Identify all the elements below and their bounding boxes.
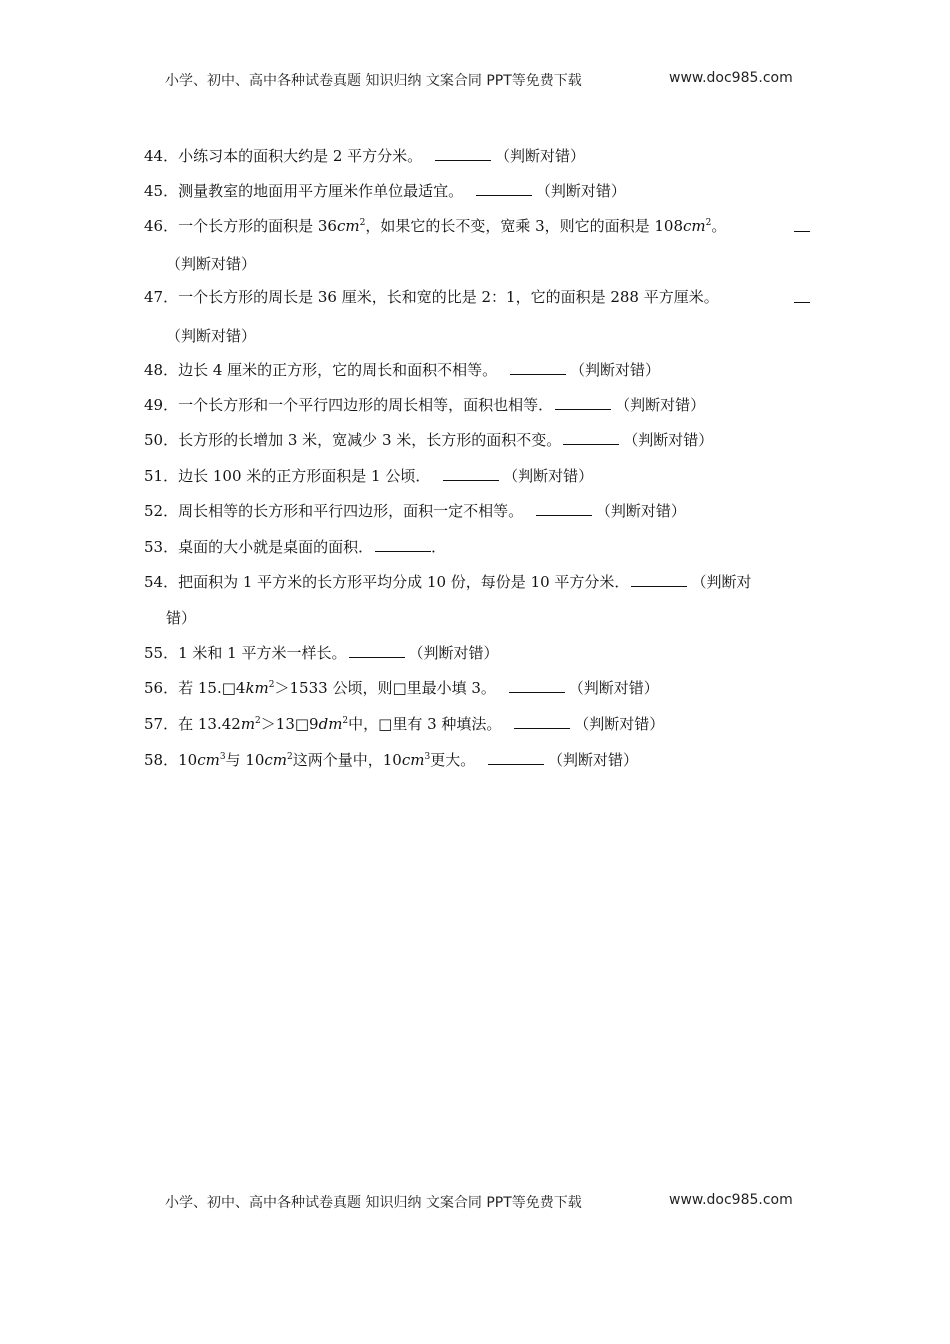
answer-blank[interactable] [476, 181, 532, 196]
footer-url[interactable]: www.doc985.com [669, 1192, 793, 1208]
header-text: 小学、初中、高中各种试卷真题 知识归纳 文案合同 PPT等免费下载 [165, 73, 582, 89]
question-text: 边长 4 厘米的正方形，它的周长和面积不相等。 [178, 361, 498, 379]
judge-label: （判断对错） [615, 396, 706, 414]
question-58 [144, 750, 810, 769]
judge-label: （判断对错） [408, 644, 499, 662]
superscript: 2 [268, 680, 275, 690]
question-54 [144, 572, 810, 591]
question-text-b: ＞13□9 [260, 715, 319, 733]
footer-text: 小学、初中、高中各种试卷真题 知识归纳 文案合同 PPT等免费下载 [165, 1195, 582, 1211]
question-number: 49． [144, 396, 179, 414]
question-53 [144, 537, 810, 556]
judge-label: （判断对错） [574, 715, 665, 733]
question-48 [144, 360, 810, 379]
answer-blank[interactable] [555, 395, 611, 410]
answer-blank[interactable] [536, 501, 592, 516]
answer-blank[interactable] [510, 360, 566, 375]
judge-label: （判断对错） [568, 679, 659, 697]
answer-blank[interactable] [488, 750, 544, 765]
question-text-b: 与 10 [225, 751, 265, 769]
question-number: 47． [144, 288, 179, 306]
judge-label: （判断对错） [623, 431, 714, 449]
question-50 [144, 430, 810, 449]
judge-label: （判断对错） [548, 751, 639, 769]
question-text-c: 。 [711, 217, 727, 235]
question-56 [144, 678, 810, 697]
question-57 [144, 714, 810, 733]
unit-cm: cm [683, 217, 706, 235]
superscript: 3 [424, 752, 431, 762]
judge-label: （判断对错） [569, 361, 660, 379]
unit-m: m [240, 715, 256, 733]
question-number: 44． [144, 147, 179, 165]
header-url[interactable]: www.doc985.com [669, 70, 793, 86]
question-49 [144, 395, 810, 414]
question-number: 55． [144, 644, 179, 662]
question-text-a: 一个长方形的面积是 36 [178, 217, 337, 235]
question-text-a: 10 [178, 751, 198, 769]
question-text-d: 更大。 [430, 751, 476, 769]
judge-label: （判断对错） [595, 502, 686, 520]
judge-label: （判断对错） [535, 182, 626, 200]
superscript: 2 [359, 218, 366, 228]
question-54-judge: 错） [166, 609, 197, 627]
question-number: 51． [144, 467, 179, 485]
question-number: 56． [144, 679, 179, 697]
answer-blank[interactable] [509, 678, 565, 693]
question-text-c: 这两个量中，10 [292, 751, 402, 769]
question-52 [144, 501, 810, 520]
answer-blank[interactable] [443, 466, 499, 481]
unit-cm: cm [197, 751, 220, 769]
question-text: 长方形的长增加 3 米，宽减少 3 米，长方形的面积不变。 [178, 431, 562, 449]
superscript: 3 [219, 752, 226, 762]
question-text-b: ，如果它的长不变，宽乘 3，则它的面积是 108 [365, 217, 684, 235]
unit-cm: cm [264, 751, 288, 769]
question-46-judge: （判断对错） [166, 255, 257, 273]
superscript: 2 [287, 752, 293, 762]
answer-blank[interactable] [349, 643, 405, 658]
judge-label: （判断对 [691, 573, 752, 591]
question-47 [144, 288, 810, 306]
answer-blank[interactable] [794, 217, 810, 232]
question-number: 58． [144, 751, 179, 769]
unit-cm: cm [401, 751, 425, 769]
question-45 [144, 181, 810, 200]
question-text: 桌面的大小就是桌面的面积． [178, 538, 374, 556]
question-number: 52． [144, 502, 179, 520]
question-text-b: ＞1533 公顷，则□里最小填 3。 [274, 679, 496, 697]
question-text: 小练习本的面积大约是 2 平方分米。 [178, 147, 423, 165]
answer-blank[interactable] [514, 714, 570, 729]
question-46 [144, 217, 810, 235]
question-number: 57． [144, 715, 179, 733]
answer-blank[interactable] [563, 430, 619, 445]
question-number: 46． [144, 217, 179, 235]
unit-km: km [245, 679, 269, 697]
question-44 [144, 146, 810, 165]
question-text-c: 中，□里有 3 种填法。 [348, 715, 502, 733]
answer-blank[interactable] [631, 572, 687, 587]
question-number: 50． [144, 431, 179, 449]
question-text: 测量教室的地面用平方厘米作单位最适宜。 [178, 182, 464, 200]
question-text: 把面积为 1 平方米的长方形平均分成 10 份，每份是 10 平方分米． [178, 573, 630, 591]
question-51 [144, 466, 810, 485]
superscript: 2 [255, 716, 261, 726]
question-number: 53． [144, 538, 179, 556]
question-end: ． [431, 538, 447, 556]
unit-dm: dm [318, 715, 343, 733]
answer-blank[interactable] [794, 288, 810, 303]
question-text: 一个长方形和一个平行四边形的周长相等，面积也相等． [178, 396, 554, 414]
question-text-a: 若 15.□4 [178, 679, 246, 697]
question-number: 48． [144, 361, 179, 379]
judge-label: （判断对错） [494, 147, 585, 165]
question-number: 54． [144, 573, 179, 591]
question-55 [144, 643, 810, 662]
question-number: 45． [144, 182, 179, 200]
answer-blank[interactable] [375, 537, 431, 552]
question-text: 周长相等的长方形和平行四边形，面积一定不相等。 [178, 502, 524, 520]
question-text: 边长 100 米的正方形面积是 1 公顷． [178, 467, 431, 485]
question-text: 一个长方形的周长是 36 厘米，长和宽的比是 2：1，它的面积是 288 平方厘米。 [178, 288, 719, 306]
question-text: 1 米和 1 平方米一样长。 [178, 644, 347, 662]
judge-label: （判断对错） [503, 467, 594, 485]
superscript: 2 [705, 218, 712, 228]
question-47-judge: （判断对错） [166, 327, 257, 345]
question-text-a: 在 13.42 [178, 715, 241, 733]
answer-blank[interactable] [435, 146, 491, 161]
unit-cm: cm [336, 217, 360, 235]
superscript: 2 [342, 716, 349, 726]
